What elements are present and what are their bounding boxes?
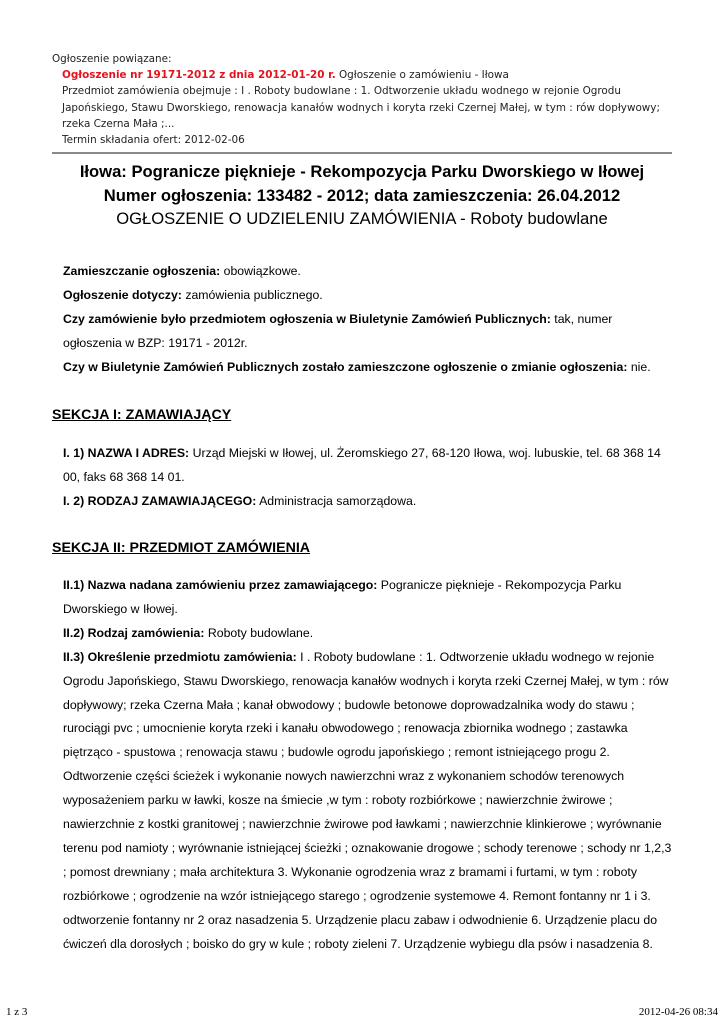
intro-block xyxy=(63,260,673,380)
related-line: Japońskiego, Stawu Dworskiego, renowacja kanałów wodnych i koryta rzeki Czernej Małej, w tym : rów dopływowy; xyxy=(62,101,660,114)
intro-item: Ogłoszenie dotyczy: zamówienia publicznego. xyxy=(63,287,323,302)
section-1-block xyxy=(63,442,673,514)
title-line-3: OGŁOSZENIE O UDZIELENIU ZAMÓWIENIA - Roboty budowlane xyxy=(116,209,608,228)
related-deadline: Termin składania ofert: 2012-02-06 xyxy=(62,134,245,147)
section-1-item: I. 1) NAZWA I ADRES: Urząd Miejski w Iłowej, ul. Żeromskiego 27, 68-120 Iłowa, woj. lubuskie, tel. 68 368 14 00, faks 68 368 14 01. xyxy=(63,446,661,484)
notice-title xyxy=(52,160,672,231)
section-1-heading: SEKCJA I: ZAMAWIAJĄCY xyxy=(52,407,232,423)
section-1-item: I. 2) RODZAJ ZAMAWIAJĄCEGO: Administracja samorządowa. xyxy=(63,493,417,508)
section-2-block xyxy=(63,574,673,957)
section-2-item: II.3) Określenie przedmiotu zamówienia: I . Roboty budowlane : 1. Odtworzenie układu wodnego w rejonie Ogrodu Japońskiego, Stawu Dworskiego, renowacja kanałów wodnych i koryta rzeki Czernej Małej, w tym : rów dopływowy; rzeka Czerna Mała ; kanał obwodowy ; budowle betonowe doprowadzalnika wody do stawu ; rurociągi pvc ; umocnienie koryta rzeki i kanału obwodowego ; renowacja zbiornika wodnego ; zastawka piętrząco - spustowa ; renowacja stawu ; budowle ogrodu japońskiego ; remont istniejącego progu 2. Odtworzenie części ścieżek i wykonanie nowych nawierzchni wraz z wykonaniem schodów terenowych wyposażeniem parku w ławki, kosze na śmiecie ,w tym : roboty rozbiórkowe ; nawierzchnie żwirowe ; nawierzchnie z kostki granitowej ; nawierzchnie żwirowe pod ławkami ; nawierzchnie klinkierowe ; wyrównanie terenu pod namioty ; wyrównanie istniejącej ścieżki ; oznakowanie drogowe ; schody terenowe ; schody nr 1,2,3 ; pomost drewniany ; mała architektura 3. Wykonanie ogrodzenia wraz z bramami i furtami, w tym : roboty rozbiórkowe ; ogrodzenie na wzór istniejącego starego ; ogrodzenie systemowe 4. Remont fontanny nr 1 i 3. odtworzenie fontanny nr 2 oraz nasadzenia 5. Urządzenie placu zabaw i odwodnienie 6. Urządzenie placu do ćwiczeń dla dorosłych ; boisko do gry w kule ; roboty zieleni 7. Urządzenie wybiegu dla psów i nasadzenia 8. xyxy=(63,649,672,951)
related-line: Przedmiot zamówienia obejmuje : I . Roboty budowlane : 1. Odtworzenie układu wodnego w rejonie Ogrodu xyxy=(62,85,621,98)
intro-item: Czy w Biuletynie Zamówień Publicznych zostało zamieszczone ogłoszenie o zmianie ogłoszenia: nie. xyxy=(63,359,651,374)
related-label: Ogłoszenie powiązane: xyxy=(52,53,172,65)
print-datetime: 2012-04-26 08:34 xyxy=(638,1006,718,1018)
title-line-1: Iłowa: Pogranicze piękniеje - Rekompozycja Parku Dworskiego w Iłowej xyxy=(79,162,645,181)
related-notice xyxy=(52,51,672,148)
related-link-line xyxy=(52,67,672,83)
section-2-item: II.1) Nazwa nadana zamówieniu przez zamawiającego: Pogranicze piękniеje - Rekompozycja Parku Dworskiego w Iłowej. xyxy=(63,578,622,616)
related-notice-link[interactable]: Ogłoszenie nr 19171-2012 z dnia 2012-01-20 r. xyxy=(62,69,336,82)
related-line: rzeka Czerna Mała ;... xyxy=(62,117,175,130)
divider-line xyxy=(52,152,672,154)
intro-item: Czy zamówienie było przedmiotem ogłoszenia w Biuletynie Zamówień Publicznych: tak, numer ogłoszenia w BZP: 19171 - 2012r. xyxy=(63,311,613,350)
related-link-suffix: Ogłoszenie o zamówieniu - Iłowa xyxy=(335,69,509,82)
page-number: 1 z 3 xyxy=(6,1006,28,1018)
section-2-item: II.2) Rodzaj zamówienia: Roboty budowlane. xyxy=(63,625,314,640)
title-line-2: Numer ogłoszenia: 133482 - 2012; data zamieszczenia: 26.04.2012 xyxy=(103,185,621,205)
section-2-heading: SEKCJA II: PRZEDMIOT ZAMÓWIENIA xyxy=(52,540,311,556)
intro-item: Zamieszczanie ogłoszenia: obowiązkowe. xyxy=(63,264,301,278)
